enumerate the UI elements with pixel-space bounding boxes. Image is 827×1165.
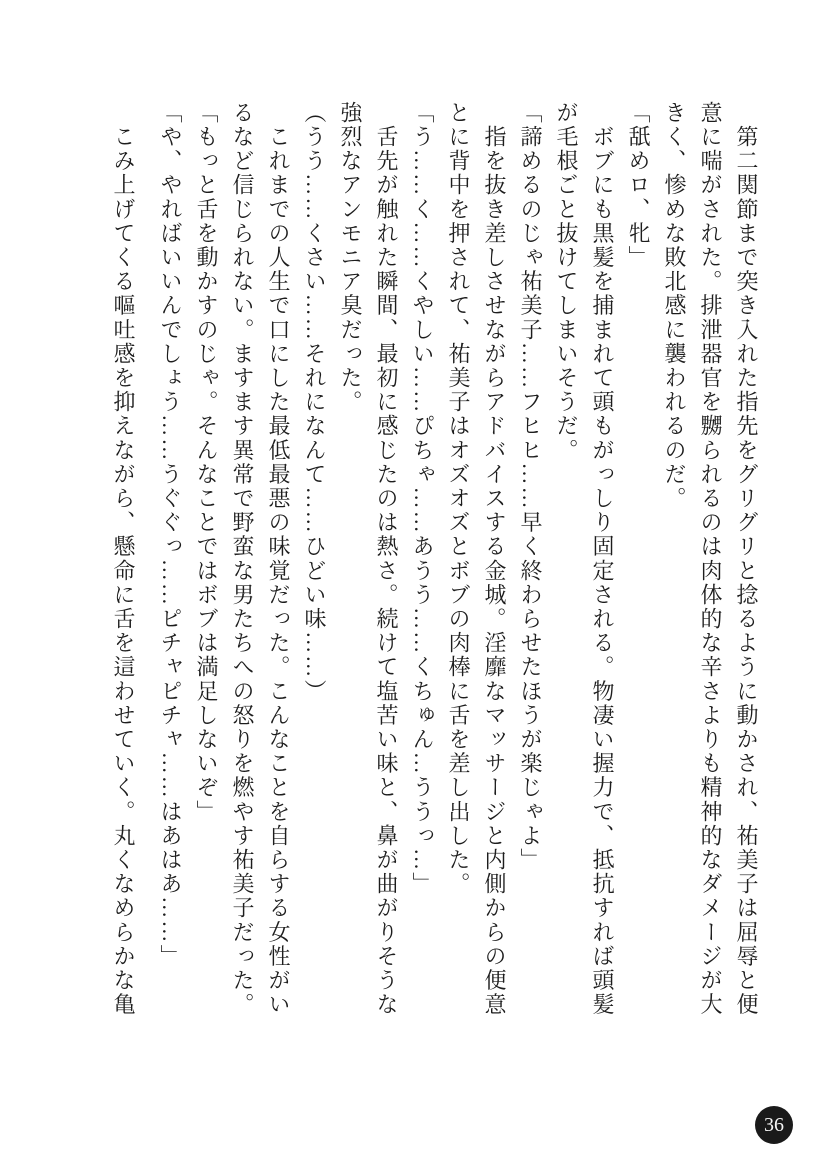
text-block [105, 101, 764, 1017]
text-line: 強烈なアンモニア臭だった。 [338, 101, 363, 415]
text-line: 「もっと舌を動かすのじゃ。そんなことではボブは満足しないぞ」 [194, 101, 219, 824]
text-line: 舌先が触れた瞬間、最初に感じたのは熱さ。続けて塩苦い味と、鼻が曲がりそうな [374, 101, 399, 1017]
text-line: 第二関節まで突き入れた指先をグリグリと捻るように動かされ、祐美子は屈辱と便 [734, 101, 759, 1017]
text-line: きく、惨めな敗北感に襲われるのだ。 [662, 101, 687, 511]
text-line: 「諦めるのじゃ祐美子……フヒヒ……早く終わらせたほうが楽じゃよ」 [518, 101, 543, 873]
text-line: 「う……く……くやしい……ぴちゃ……あうう……くちゅん…ううっ…」 [410, 101, 435, 897]
text-line: 意に喘がされた。排泄器官を嬲られるのは肉体的な辛さよりも精神的なダメージが大 [698, 101, 723, 1017]
text-line: 「舐めロ、牝」 [626, 101, 651, 270]
text-line: ボブにも黒髪を捕まれて頭もがっしり固定される。物凄い握力で、抵抗すれば頭髪 [590, 101, 615, 1017]
text-line: るなど信じられない。ますます異常で野蛮な男たちへの怒りを燃やす祐美子だった。 [230, 101, 255, 1017]
text-line: これまでの人生で口にした最低最悪の味覚だった。こんなことを自らする女性がい [266, 101, 291, 1017]
text-line: とに背中を押されて、祐美子はオズオズとボブの肉棒に舌を差し出した。 [446, 101, 471, 897]
text-line: 「や、やればいいんでしょう……うぐぐっ……ピチャピチャ……はあはあ……」 [158, 101, 183, 969]
text-line: が毛根ごと抜けてしまいそうだ。 [554, 101, 579, 463]
text-line: （うう……くさい……それになんて……ひどい味……） [302, 101, 327, 704]
page-number: 36 [764, 1113, 784, 1136]
text-line: 指を抜き差しさせながらアドバイスする金城。淫靡なマッサージと内側からの便意 [482, 101, 507, 1017]
page-number-badge [755, 1106, 793, 1144]
text-line: こみ上げてくる嘔吐感を抑えながら、懸命に舌を這わせていく。丸くなめらかな亀 [111, 101, 136, 1017]
